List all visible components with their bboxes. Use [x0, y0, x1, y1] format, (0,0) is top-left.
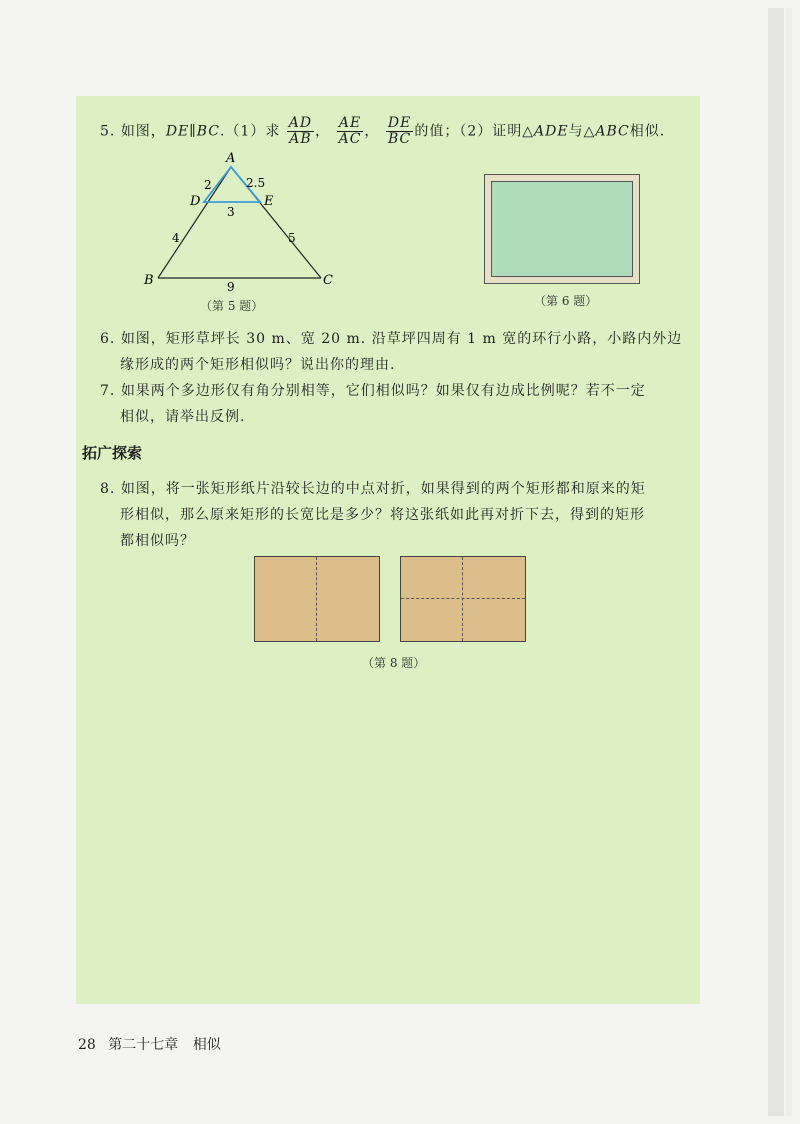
- q5-sep-1: ，: [315, 123, 331, 140]
- label-b: B: [144, 273, 154, 288]
- length-ae: 2.5: [246, 176, 266, 190]
- q8-line3: 都相似吗？: [120, 533, 195, 549]
- q5-parallel: DE∥BC: [165, 123, 220, 140]
- fold-line-horizontal: [401, 598, 525, 599]
- fraction-ad-ab: $\frac{AD}{AB}$: [288, 115, 313, 147]
- page-footer: [78, 1034, 221, 1054]
- q6-line2: 缘形成的两个矩形相似吗？说出你的理由.: [120, 357, 396, 373]
- page-number: 28: [78, 1037, 96, 1053]
- q5-tri-ade: △ADE: [522, 123, 569, 140]
- length-ad: 2: [204, 178, 212, 192]
- length-ec: 5: [288, 231, 296, 245]
- fold-line-vertical: [316, 557, 317, 641]
- figure-8-caption: （第 8 题）: [362, 656, 426, 670]
- q8-line2: 形相似，那么原来矩形的长宽比是多少？将这张纸如此再对折下去，得到的矩形: [120, 507, 645, 523]
- q5-sep-2: ，: [364, 123, 380, 140]
- q5-number: 5.: [100, 123, 116, 140]
- fraction-ae-ac: $\frac{AE}{AC}$: [338, 115, 362, 147]
- side-ab: [158, 167, 231, 278]
- label-e: E: [264, 194, 274, 209]
- label-d: D: [190, 194, 201, 209]
- label-c: C: [323, 273, 333, 288]
- figure-6-lawn: [484, 174, 640, 284]
- q5-part1-prefix: .（1）求: [219, 123, 281, 140]
- q7-number: 7.: [100, 383, 116, 399]
- length-bc: 9: [227, 280, 235, 294]
- q7-line1: 如果两个多边形仅有角分别相等，它们相似吗？如果仅有边成比例呢？若不一定: [120, 383, 646, 399]
- figure-5-triangle: [130, 145, 350, 295]
- page-edge-shadow-2: [786, 8, 792, 1116]
- q5-end: 相似.: [629, 123, 666, 140]
- page-edge-shadow: [768, 8, 784, 1116]
- fold-line-vertical-2: [462, 557, 463, 641]
- figure-5-caption: （第 5 题）: [200, 299, 264, 313]
- chapter-label: 第二十七章: [108, 1037, 179, 1053]
- fraction-de-bc: $\frac{DE}{BC}$: [387, 115, 412, 147]
- q5-part1-suffix: 的值；（2）证明: [414, 123, 523, 140]
- length-db: 4: [172, 231, 180, 245]
- q8-line1: 如图，将一张矩形纸片沿较长边的中点对折，如果得到的两个矩形都和原来的矩: [120, 481, 646, 497]
- section-title: 拓广探索: [82, 444, 143, 462]
- chapter-title: 相似: [192, 1037, 221, 1053]
- q5-tri-abc: △ABC: [583, 123, 630, 140]
- q8-number: 8.: [100, 481, 116, 497]
- question-5: [100, 116, 665, 147]
- q5-lead: 如图，: [120, 123, 166, 140]
- lawn-inner: [491, 181, 633, 277]
- label-a: A: [226, 151, 236, 166]
- length-de: 3: [227, 205, 235, 219]
- q7-line2: 相似，请举出反例.: [120, 409, 246, 425]
- paper-folded-twice: [400, 556, 526, 642]
- q6-number: 6.: [100, 331, 116, 347]
- q6-line1: 如图，矩形草坪长 30 m、宽 20 m. 沿草坪四周有 1 m 宽的环行小路，小路内外边: [120, 331, 683, 347]
- q5-with: 与: [568, 123, 584, 140]
- paper-folded-once: [254, 556, 380, 642]
- figure-6-caption: （第 6 题）: [534, 294, 598, 308]
